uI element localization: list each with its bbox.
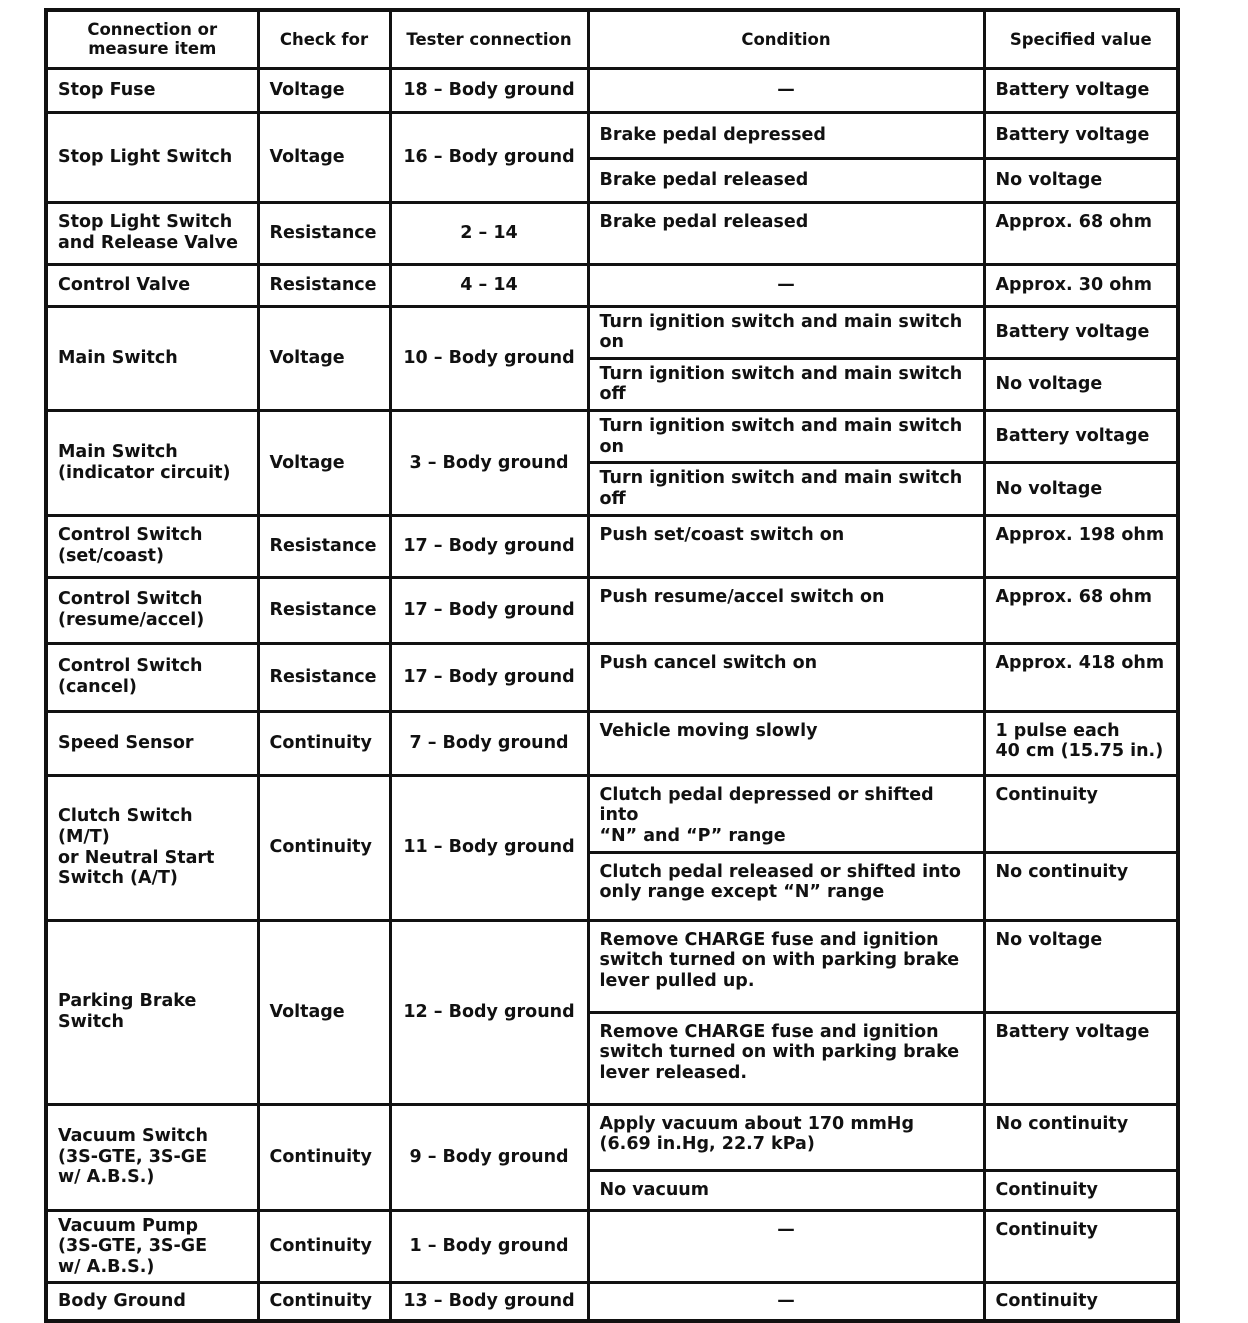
header-tester: Tester connection [390, 10, 588, 68]
value-cell: Continuity [984, 1170, 1178, 1210]
item-cell: Parking Brake Switch [46, 920, 258, 1104]
tester-cell: 10 – Body ground [390, 306, 588, 411]
condition-cell: Push cancel switch on [588, 643, 984, 711]
check-cell: Resistance [258, 264, 390, 306]
item-cell: Speed Sensor [46, 711, 258, 775]
value-cell: Approx. 198 ohm [984, 515, 1178, 577]
check-cell: Resistance [258, 577, 390, 643]
value-cell: Battery voltage [984, 112, 1178, 158]
value-cell: Battery voltage [984, 68, 1178, 112]
value-cell: Approx. 418 ohm [984, 643, 1178, 711]
table-row [46, 264, 1178, 306]
value-cell: No voltage [984, 463, 1178, 515]
item-cell: Main Switch [46, 306, 258, 411]
table-row [46, 411, 1178, 463]
tester-cell: 16 – Body ground [390, 112, 588, 202]
table-row [46, 920, 1178, 1012]
value-cell: No voltage [984, 358, 1178, 410]
check-cell: Continuity [258, 1104, 390, 1210]
condition-cell: Push resume/accel switch on [588, 577, 984, 643]
item-cell: Stop Fuse [46, 68, 258, 112]
tester-cell: 17 – Body ground [390, 515, 588, 577]
value-cell: No continuity [984, 852, 1178, 920]
condition-cell: Clutch pedal depressed or shifted into “N” and “P” range [588, 775, 984, 852]
table-row [46, 711, 1178, 775]
check-cell: Voltage [258, 112, 390, 202]
tester-cell: 9 – Body ground [390, 1104, 588, 1210]
inspection-spec-table [44, 8, 1180, 1323]
table-row [46, 68, 1178, 112]
item-cell: Body Ground [46, 1283, 258, 1321]
check-cell: Voltage [258, 411, 390, 516]
condition-cell: — [588, 68, 984, 112]
value-cell: Battery voltage [984, 1012, 1178, 1104]
table-row [46, 112, 1178, 158]
condition-cell: Turn ignition switch and main switch off [588, 358, 984, 410]
table-row [46, 577, 1178, 643]
table-row [46, 775, 1178, 852]
tester-cell: 11 – Body ground [390, 775, 588, 920]
condition-cell: — [588, 1210, 984, 1283]
check-cell: Resistance [258, 643, 390, 711]
condition-cell: — [588, 264, 984, 306]
header-check: Check for [258, 10, 390, 68]
table-row [46, 1283, 1178, 1321]
table-row [46, 306, 1178, 358]
value-cell: 1 pulse each 40 cm (15.75 in.) [984, 711, 1178, 775]
value-cell: Battery voltage [984, 306, 1178, 358]
condition-cell: Brake pedal released [588, 158, 984, 202]
item-cell: Clutch Switch (M/T) or Neutral Start Switch (A/T) [46, 775, 258, 920]
value-cell: Approx. 68 ohm [984, 202, 1178, 264]
item-cell: Vacuum Switch (3S-GTE, 3S-GE w/ A.B.S.) [46, 1104, 258, 1210]
condition-cell: Brake pedal depressed [588, 112, 984, 158]
value-cell: Approx. 30 ohm [984, 264, 1178, 306]
item-cell: Stop Light Switch and Release Valve [46, 202, 258, 264]
check-cell: Resistance [258, 202, 390, 264]
item-cell: Control Switch (cancel) [46, 643, 258, 711]
tester-cell: 1 – Body ground [390, 1210, 588, 1283]
condition-cell: — [588, 1283, 984, 1321]
check-cell: Continuity [258, 711, 390, 775]
condition-cell: Turn ignition switch and main switch off [588, 463, 984, 515]
value-cell: Battery voltage [984, 411, 1178, 463]
tester-cell: 17 – Body ground [390, 643, 588, 711]
condition-cell: No vacuum [588, 1170, 984, 1210]
check-cell: Voltage [258, 68, 390, 112]
condition-cell: Push set/coast switch on [588, 515, 984, 577]
table-body [46, 68, 1178, 1321]
tester-cell: 3 – Body ground [390, 411, 588, 516]
check-cell: Continuity [258, 1210, 390, 1283]
item-cell: Control Switch (set/coast) [46, 515, 258, 577]
table-row [46, 202, 1178, 264]
item-cell: Control Valve [46, 264, 258, 306]
header-value: Specified value [984, 10, 1178, 68]
table-row [46, 643, 1178, 711]
condition-cell: Apply vacuum about 170 mmHg (6.69 in.Hg, 22.7 kPa) [588, 1104, 984, 1170]
check-cell: Voltage [258, 920, 390, 1104]
item-cell: Vacuum Pump (3S-GTE, 3S-GE w/ A.B.S.) [46, 1210, 258, 1283]
condition-cell: Remove CHARGE fuse and ignition switch turned on with parking brake lever released. [588, 1012, 984, 1104]
item-cell: Control Switch (resume/accel) [46, 577, 258, 643]
item-cell: Stop Light Switch [46, 112, 258, 202]
item-cell: Main Switch (indicator circuit) [46, 411, 258, 516]
tester-cell: 12 – Body ground [390, 920, 588, 1104]
value-cell: Continuity [984, 1283, 1178, 1321]
value-cell: No continuity [984, 1104, 1178, 1170]
value-cell: No voltage [984, 158, 1178, 202]
condition-cell: Turn ignition switch and main switch on [588, 411, 984, 463]
value-cell: Approx. 68 ohm [984, 577, 1178, 643]
header-item: Connection or measure item [46, 10, 258, 68]
table-row [46, 515, 1178, 577]
header-condition: Condition [588, 10, 984, 68]
header-row [46, 10, 1178, 68]
tester-cell: 2 – 14 [390, 202, 588, 264]
tester-cell: 18 – Body ground [390, 68, 588, 112]
value-cell: Continuity [984, 1210, 1178, 1283]
table-row [46, 1104, 1178, 1170]
check-cell: Resistance [258, 515, 390, 577]
check-cell: Continuity [258, 775, 390, 920]
table-row [46, 1210, 1178, 1283]
value-cell: No voltage [984, 920, 1178, 1012]
tester-cell: 7 – Body ground [390, 711, 588, 775]
condition-cell: Brake pedal released [588, 202, 984, 264]
value-cell: Continuity [984, 775, 1178, 852]
condition-cell: Turn ignition switch and main switch on [588, 306, 984, 358]
condition-cell: Vehicle moving slowly [588, 711, 984, 775]
check-cell: Continuity [258, 1283, 390, 1321]
condition-cell: Remove CHARGE fuse and ignition switch turned on with parking brake lever pulled up. [588, 920, 984, 1012]
tester-cell: 17 – Body ground [390, 577, 588, 643]
tester-cell: 13 – Body ground [390, 1283, 588, 1321]
condition-cell: Clutch pedal released or shifted into only range except “N” range [588, 852, 984, 920]
check-cell: Voltage [258, 306, 390, 411]
tester-cell: 4 – 14 [390, 264, 588, 306]
